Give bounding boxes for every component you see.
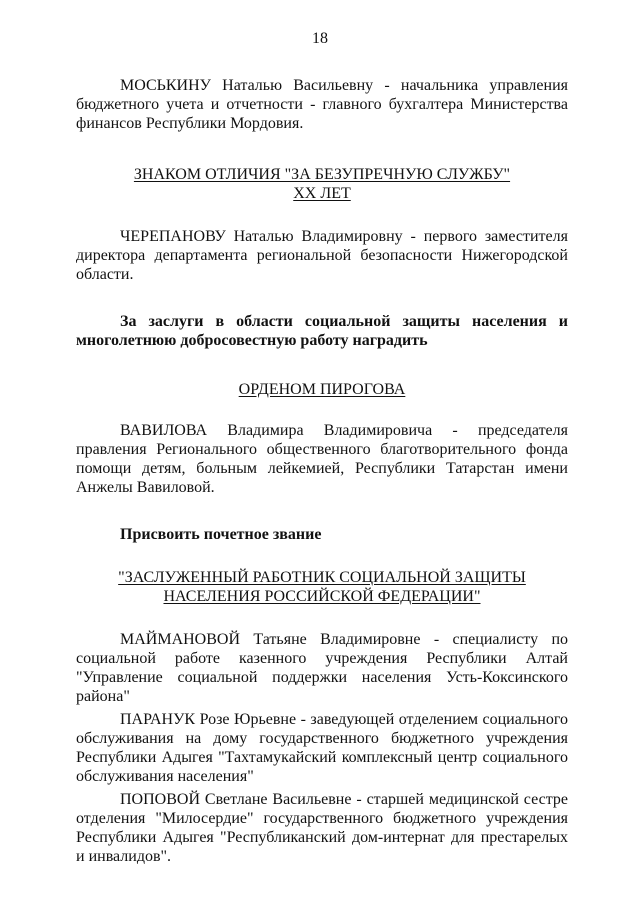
heading-order-pirogov: ОРДЕНОМ ПИРОГОВА	[238, 381, 406, 398]
paragraph-popova: ПОПОВОЙ Светлане Васильевне - старшей медицинской сестре отделения "Милосердие" государственного бюджетного учреждения Республики Адыгея "Республиканский дом-интернат для престарелых и инвалидов".	[76, 791, 568, 865]
paragraph-award-intro: За заслуги в области социальной защиты населения и многолетнюю добросовестную работу наградить	[76, 313, 568, 349]
paragraph-vavilov: ВАВИЛОВА Владимира Владимировича - председателя правления Регионального общественного благотворительного фонда помощи детям, больным лейкемией, Республики Татарстан имени Анжелы Вавиловой.	[76, 422, 568, 496]
heading-honorary-title	[76, 568, 568, 606]
heading-title-line2: НАСЕЛЕНИЯ РОССИЙСКОЙ ФЕДЕРАЦИИ"	[163, 588, 481, 605]
heading-badge-line2: XX ЛЕТ	[293, 185, 351, 202]
paragraph-cherepanova: ЧЕРЕПАНОВУ Наталью Владимировну - первого заместителя директора департамента региональной безопасности Нижегородской области.	[76, 228, 568, 283]
page-number: 18	[312, 30, 328, 47]
heading-badge-line1: ЗНАКОМ ОТЛИЧИЯ "ЗА БЕЗУПРЕЧНУЮ СЛУЖБУ"	[133, 166, 511, 183]
paragraph-maimanova: МАЙМАНОВОЙ Татьяне Владимировне - специалисту по социальной работе казенного учреждения Республики Алтай "Управление социальной поддержки населения Усть-Коксинского района"	[76, 631, 568, 705]
heading-badge	[76, 165, 568, 203]
document-body	[76, 76, 568, 866]
paragraph-title-intro: Присвоить почетное звание	[120, 526, 322, 543]
heading-title-line1: "ЗАСЛУЖЕННЫЙ РАБОТНИК СОЦИАЛЬНОЙ ЗАЩИТЫ	[118, 569, 526, 586]
paragraph-moskina: МОСЬКИНУ Наталью Васильевну - начальника управления бюджетного учета и отчетности - главного бухгалтера Министерства финансов Республики Мордовия.	[76, 77, 568, 132]
paragraph-paranuk: ПАРАНУК Розе Юрьевне - заведующей отделением социального обслуживания на дому государственного бюджетного учреждения Республики Адыгея "Тахтамукайский комплексный центр социального обслуживания населения"	[76, 711, 568, 785]
